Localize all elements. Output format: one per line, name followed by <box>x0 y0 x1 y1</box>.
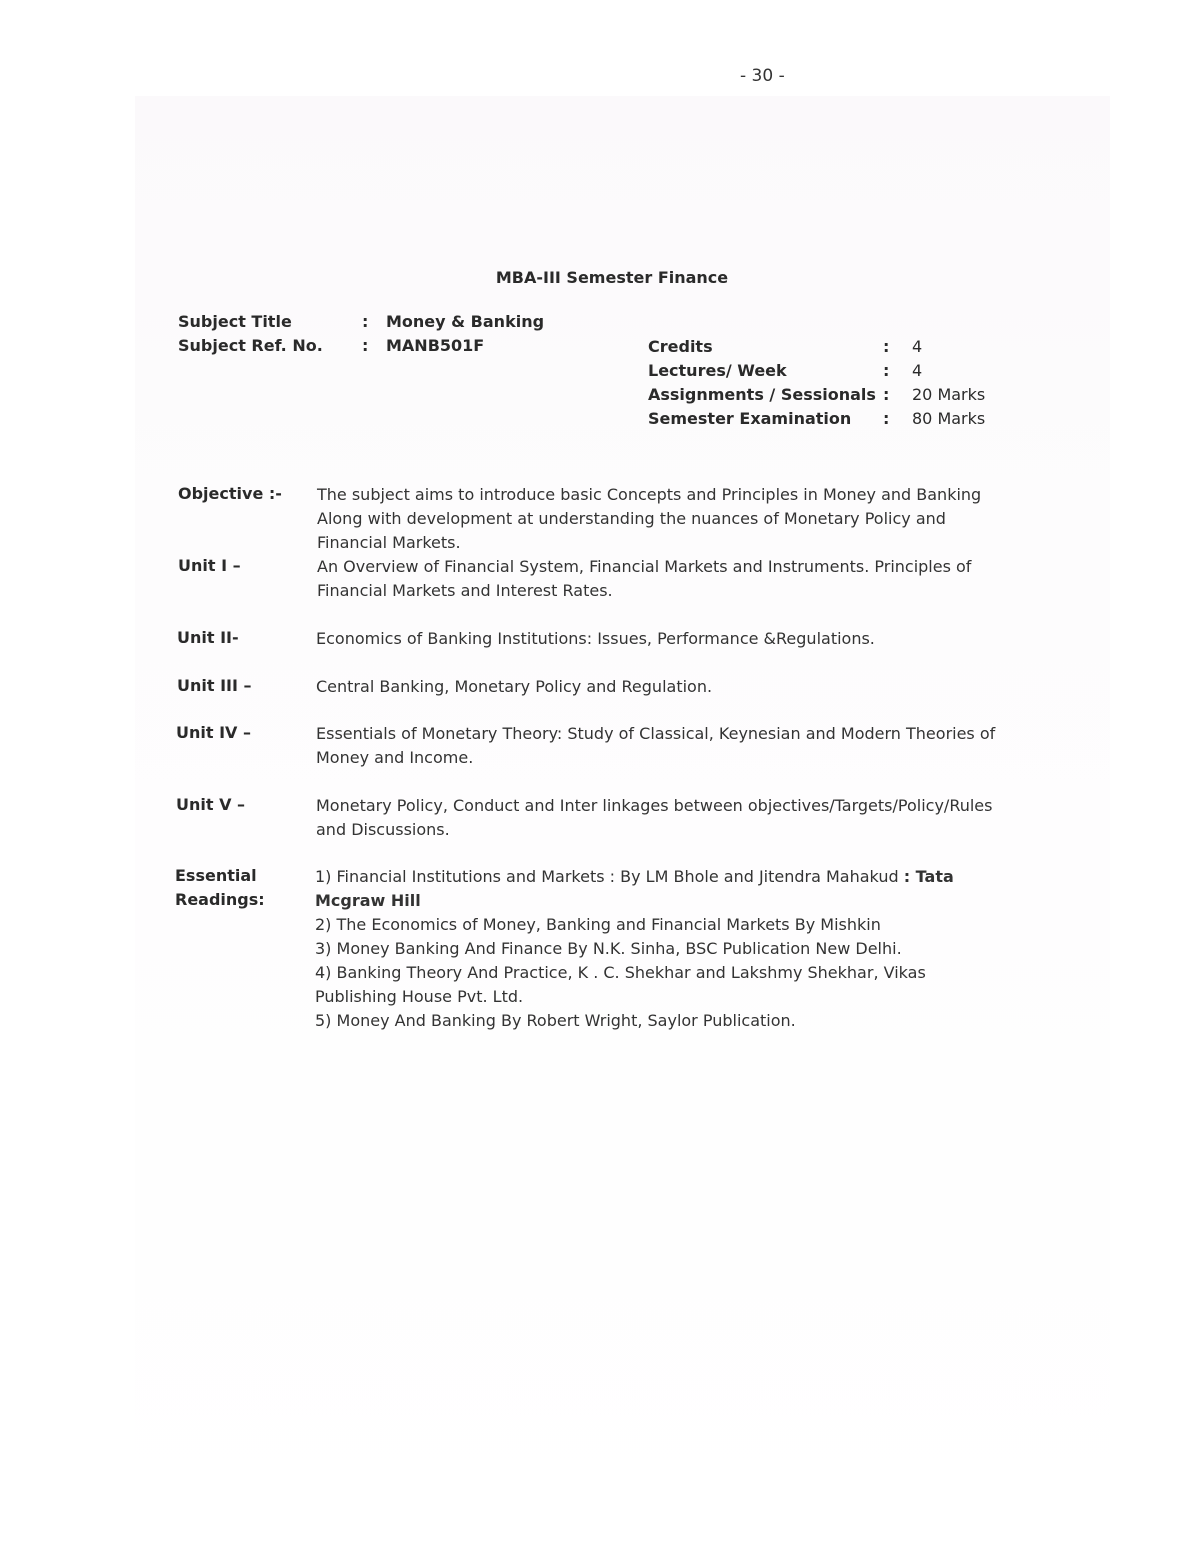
semester-exam-label: Semester Examination <box>648 409 852 428</box>
reading-item: 4) Banking Theory And Practice, K . C. Shekhar and Lakshmy Shekhar, Vikas Publishing House Pvt. Ltd. <box>315 963 926 1006</box>
subject-title-label: Subject Title <box>178 312 292 331</box>
subject-ref-separator: : <box>362 336 369 355</box>
reading-item: 5) Money And Banking By Robert Wright, Saylor Publication. <box>315 1011 796 1030</box>
unit-3-text: Central Banking, Monetary Policy and Regulation. <box>316 677 713 696</box>
unit-1-label: Unit I – <box>178 556 241 575</box>
lectures-separator: : <box>883 361 890 380</box>
unit-2-label: Unit II- <box>177 628 239 647</box>
subject-title-value: Money & Banking <box>386 312 545 331</box>
credits-separator: : <box>883 337 890 356</box>
assignments-value: 20 Marks <box>912 385 986 404</box>
objective-text: The subject aims to introduce basic Concepts and Principles in Money and Banking Along with development at understanding the nuances of Monetary Policy and Financial Markets. <box>317 485 982 552</box>
page-number: - 30 - <box>740 66 785 86</box>
reading-item <box>315 865 1010 913</box>
unit-5-text: Monetary Policy, Conduct and Inter linkages between objectives/Targets/Policy/Rules and Discussions. <box>316 796 993 839</box>
page-title: MBA-III Semester Finance <box>495 268 729 287</box>
unit-3-label: Unit III – <box>177 676 252 695</box>
subject-ref-value: MANB501F <box>386 336 485 355</box>
semester-exam-separator: : <box>883 409 890 428</box>
credits-value: 4 <box>912 337 923 356</box>
essential-readings-label-line2: Readings: <box>175 890 265 909</box>
unit-4-label: Unit IV – <box>176 723 251 742</box>
unit-4-text: Essentials of Monetary Theory: Study of Classical, Keynesian and Modern Theories of Money and Income. <box>316 724 996 767</box>
unit-2-text: Economics of Banking Institutions: Issues, Performance &Regulations. <box>316 629 875 648</box>
lectures-value: 4 <box>912 361 923 380</box>
reading-item-1-publisher: : Tata Mcgraw Hill <box>315 867 954 910</box>
lectures-label: Lectures/ Week <box>648 361 787 380</box>
essential-readings-list <box>315 865 1010 1033</box>
assignments-label: Assignments / Sessionals <box>648 385 876 404</box>
reading-item: 3) Money Banking And Finance By N.K. Sinha, BSC Publication New Delhi. <box>315 939 902 958</box>
unit-5-label: Unit V – <box>176 795 246 814</box>
subject-ref-label: Subject Ref. No. <box>178 336 323 355</box>
reading-item: 2) The Economics of Money, Banking and Financial Markets By Mishkin <box>315 915 881 934</box>
objective-label: Objective :- <box>178 484 282 503</box>
essential-readings-label <box>175 864 265 912</box>
reading-item-1-text: 1) Financial Institutions and Markets : By LM Bhole and Jitendra Mahakud <box>315 867 904 886</box>
assignments-separator: : <box>883 385 890 404</box>
subject-title-separator: : <box>362 312 369 331</box>
credits-label: Credits <box>648 337 713 356</box>
essential-readings-label-line1: Essential <box>175 866 257 885</box>
unit-1-text: An Overview of Financial System, Financial Markets and Instruments. Principles of Financial Markets and Interest Rates. <box>317 557 972 600</box>
semester-exam-value: 80 Marks <box>912 409 986 428</box>
